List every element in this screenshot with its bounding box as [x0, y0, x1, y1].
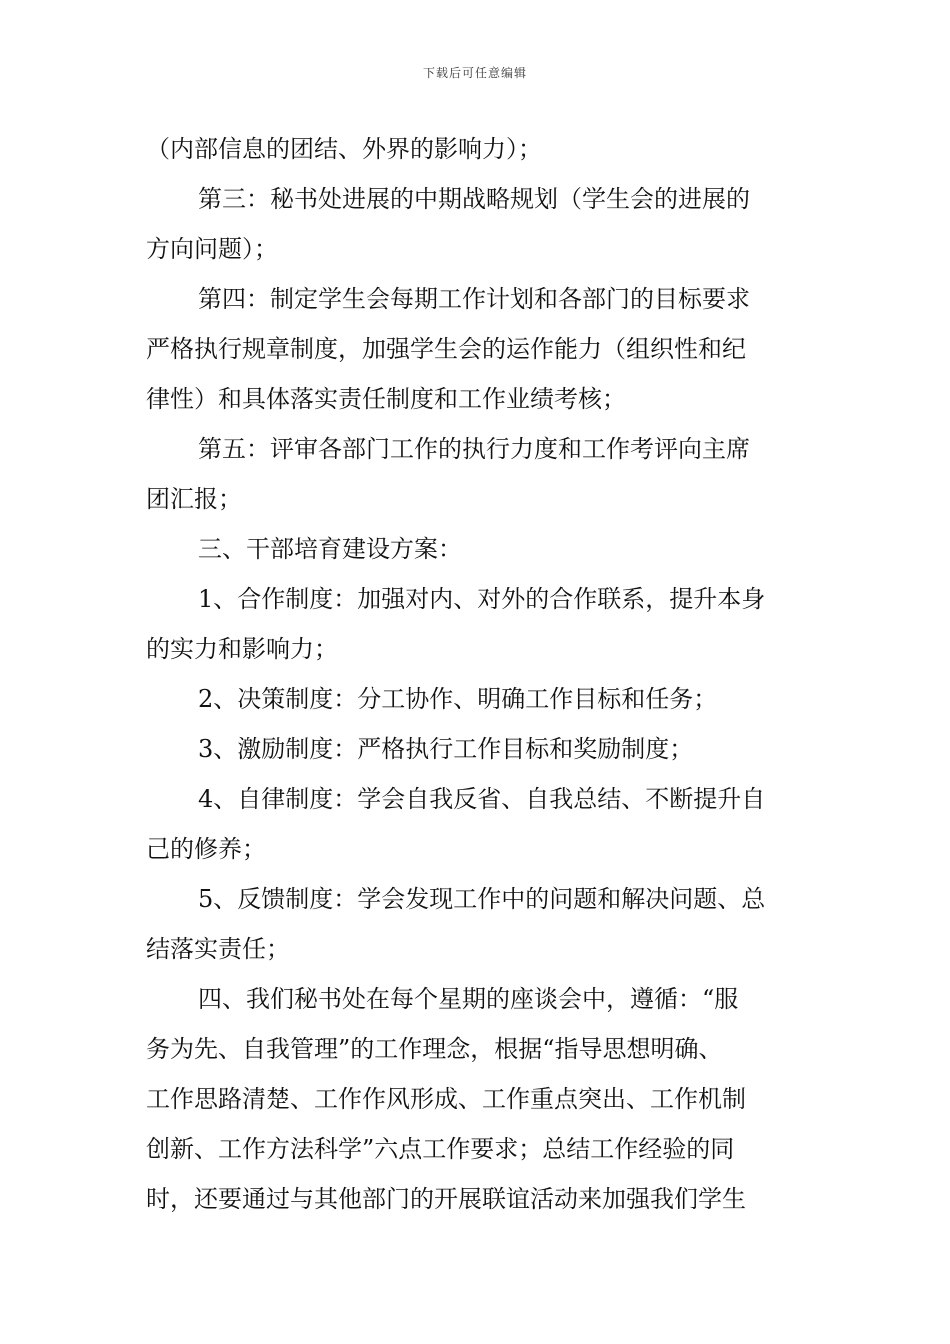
paragraph-first-line: 1、合作制度：加强对内、对外的合作联系，提升本身 — [198, 585, 766, 613]
text-line: 严格执行规章制度，加强学生会的运作能力（组织性和纪 — [146, 335, 746, 363]
text-line: 团汇报； — [146, 485, 242, 513]
text-line: 结落实责任； — [146, 935, 290, 963]
paragraph-first-line: 第三：秘书处进展的中期战略规划（学生会的进展的 — [198, 185, 750, 213]
text-line: 时，还要通过与其他部门的开展联谊活动来加强我们学生 — [146, 1185, 746, 1213]
text-line: （内部信息的团结、外界的影响力）； — [146, 135, 542, 163]
paragraph-first-line: 四、我们秘书处在每个星期的座谈会中，遵循：“服 — [198, 985, 739, 1013]
text-line: 创新、工作方法科学”六点工作要求；总结工作经验的同 — [146, 1135, 735, 1163]
text-line: 方向问题）； — [146, 235, 278, 263]
paragraph-first-line: 第五：评审各部门工作的执行力度和工作考评向主席 — [198, 435, 750, 463]
page-header: 下载后可任意编辑 — [422, 66, 527, 80]
text-line: 工作思路清楚、工作作风形成、工作重点突出、工作机制 — [146, 1085, 746, 1113]
text-line: 己的修养； — [146, 835, 266, 863]
text-line: 律性）和具体落实责任制度和工作业绩考核； — [146, 385, 626, 413]
paragraph-first-line: 第四：制定学生会每期工作计划和各部门的目标要求 — [198, 285, 750, 313]
paragraph-first-line: 5、反馈制度：学会发现工作中的问题和解决问题、总 — [198, 885, 766, 913]
paragraph-first-line: 4、自律制度：学会自我反省、自我总结、不断提升自 — [198, 785, 766, 813]
document-body — [146, 124, 816, 1224]
text-line: 务为先、自我管理”的工作理念，根据“指导思想明确、 — [146, 1035, 723, 1063]
section-heading: 三、干部培育建设方案： — [198, 535, 462, 563]
paragraph-first-line: 2、决策制度：分工协作、明确工作目标和任务； — [198, 685, 718, 713]
text-line: 的实力和影响力； — [146, 635, 338, 663]
paragraph-first-line: 3、激励制度：严格执行工作目标和奖励制度； — [198, 735, 694, 763]
